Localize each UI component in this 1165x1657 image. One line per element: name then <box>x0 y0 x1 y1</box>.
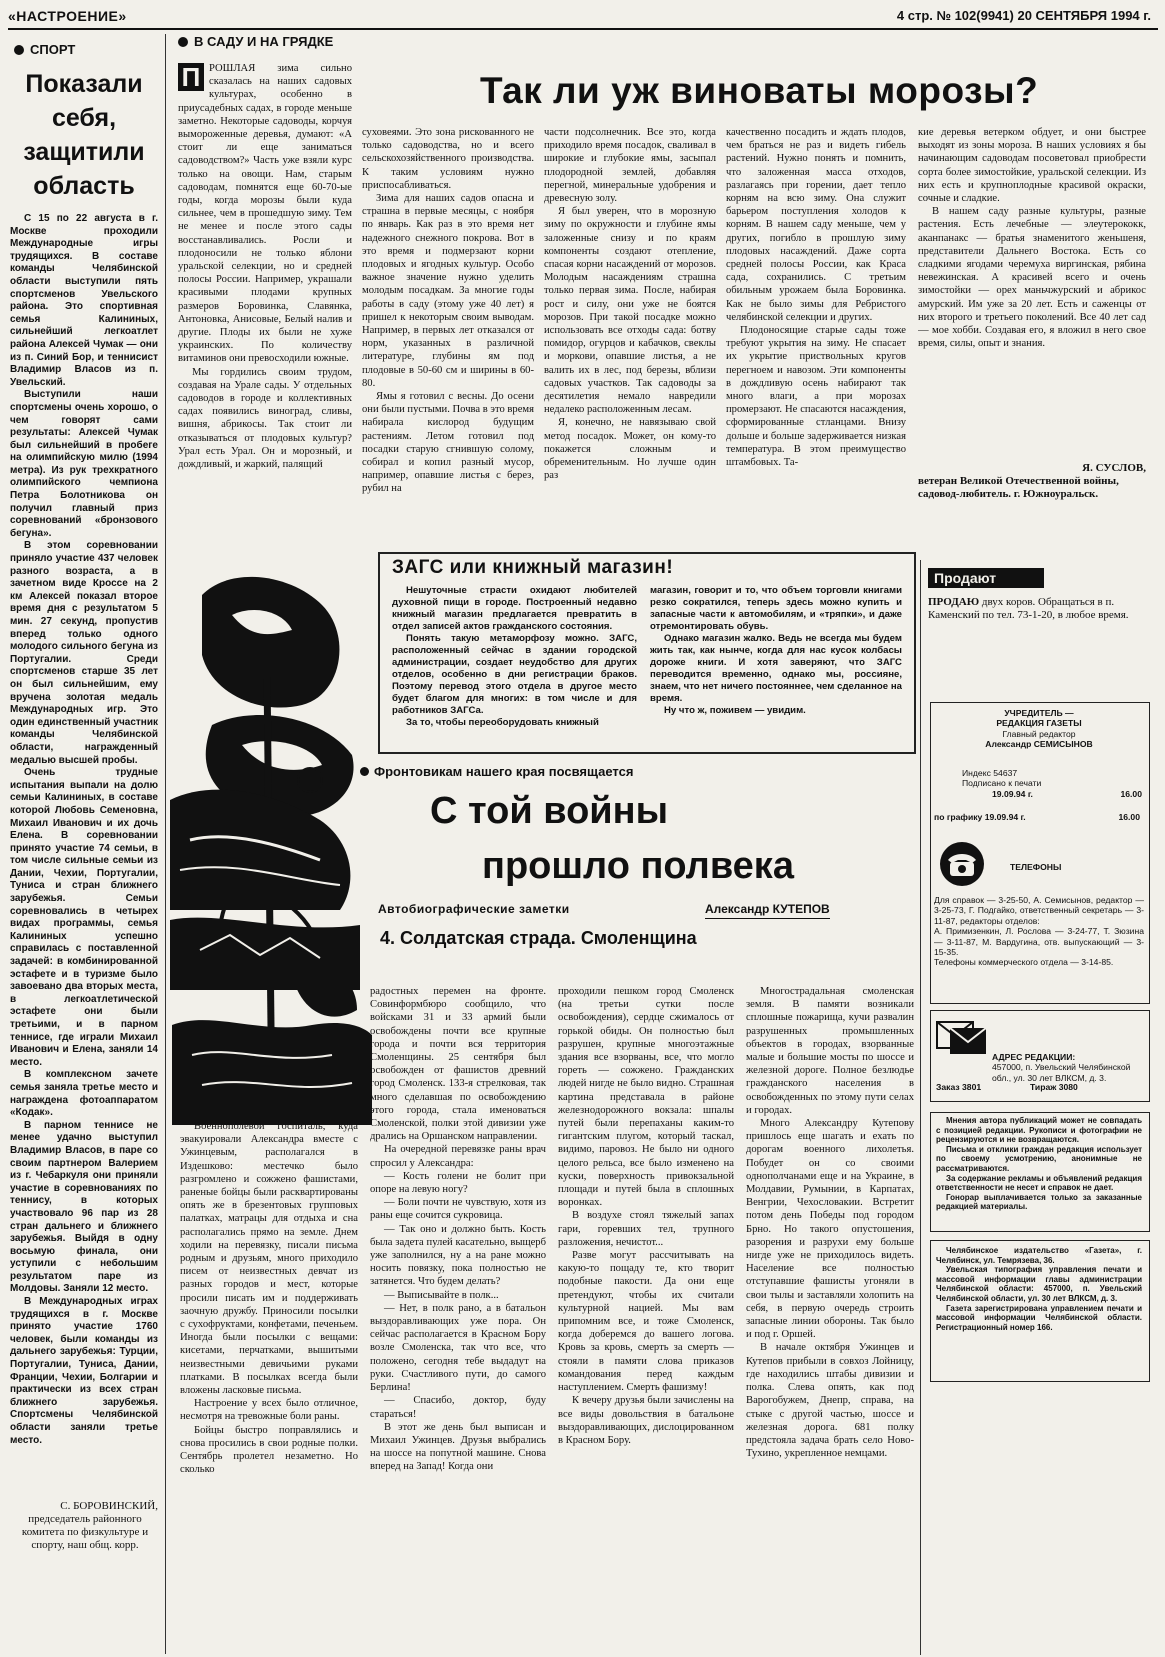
envelope-icon <box>936 1016 988 1056</box>
garden-title: Так ли уж виноваты морозы? <box>480 70 1039 111</box>
garden-col-1: П РОШЛАЯ зима сильно сказалась на наших садовых культурах, особенно в приусадебных садах, в городе меньше заметно. Некоторые садоводы, корчуя вымороженные деревья, думают: «А стоит ли еще заниматься садоводством?» Часть уже взяли курс только на овощи. Нам, старым садоводам, помнятся еще 60-70-ые годы, когда морозы были куда сильнее, чем в прошедшую зиму. Тем не менее и после этого сады восстанавливались. Росли и плодоносили не только яблони уральской селекции, но и средней полосы России. Например, украшали красивыми плодами крупных размеров Боровинка, Славянка, Антоновка, Анисовые, Белый налив и другие. Плоды их были не хуже украинских. По количеству витаминов они превосходили южные. Мы гордились своим трудом, создавая на Урале сады. У отдельных садоводов в городе и коллективных садах появились виноград, сливы, вишня, абрикосы. Так стоит ли отказываться от плодовых культур? Урал есть Урал. Он и морозный, и дождливый, и жаркий, палящий <box>178 62 352 471</box>
sale-text: ПРОДАЮ двух коров. Обращаться в п. Каменский по тел. 73-1-20, в любое время. <box>928 596 1129 621</box>
garden-col-3: части подсолнечник. Все это, когда приходило время посадок, сваливал в широкие и глубокие ямы, засыпал плодородной землей, добавляя перегной, минеральные удобрения и древесную золу. Я был уверен, что в морозную зиму по окружности и глубине ямы заложенные снизу и по краям компоненты создают отепление, спасая корни насаждений от морозов. Молодым насаждениям страшна только первая зима. После, набирая рост и силу, они уже не боятся морозов. При такой посадке можно использовать все отходы сада: ботву помидор, огурцов и кабачков, свеклы и моркови, опавшие листья, а не валить их в лес, под березы, вблизи садовых участков. Так садоводы за десятилетия немало навредили недалеко расположенным лесам. Я, конечно, не навязываю свой метод посадок. Может, он кому-то покажется сложным и обременительным. Но лучше один раз <box>544 127 716 482</box>
garden-dropcap: П <box>178 63 204 91</box>
address: АДРЕС РЕДАКЦИИ: 457000, п. Увельский Челябинской обл., ул. 30 лет ВЛКСМ, д. 3. <box>992 1052 1131 1083</box>
print-run: Тираж 3080 <box>1030 1082 1078 1092</box>
war-col-1: Военнополевой госпиталь, куда эвакуировали Александра вместе с Ужинцевым, располагался в Издешково: местечко было разгромлено и сожжено фашистами, раненые бойцы были расквартированы опять же в брезентовых групповых палатках, матрацы для отдыха и сна располагались прямо на земле. Днем ходили на перевязку, писали письма родным и друзьям, много приходило писем от неизвестных девчат из разных городов и мест, которые просили писать им и поддерживать заочную дружбу. Приносили посылки с сухофруктами, конфетами, печеньем. Иногда были посылки с вещами: кисетами, перчатками, вышитыми неизвестными девичьими руками платками. В посылках всегда были вложены ласковые письма. Настроение у всех было отличное, несмотря на тревожные боли раны. Бойцы быстро поправлялись и снова просились в свои родные полки. Сентябрь пролетел незаметно. Но сколько <box>180 1121 358 1476</box>
war-author: Александр КУТЕПОВ <box>705 902 830 919</box>
phones-title: ТЕЛЕФОНЫ <box>1010 862 1062 872</box>
issue-line: 4 стр. № 102(9941) 20 СЕНТЯБРЯ 1994 г. <box>896 8 1151 23</box>
zags-title: ЗАГС или книжный магазин! <box>392 557 674 578</box>
order-number: Заказ 3801 <box>936 1082 982 1092</box>
column-divider <box>165 34 166 1654</box>
war-title-2: прошло полвека <box>482 845 794 887</box>
zags-right: магазин, говорит и то, что объем торговли книгами резко сократился, теперь здесь можно купить и запасные части к автомобилям, и «тряпки», и даже отремонтировать обувь. Однако магазин жалко. Ведь не всегда мы будем жить так, как нынче, когда для нас кусок колбасы дороже книги. И хотя заверяют, что ЗАГС переводится временно, однако мы, россияне, знаем, что нет ничего постояннее, чем сделанное на время. Ну что ж, поживем — увидим. <box>650 585 902 716</box>
garden-signature: Я. СУСЛОВ, ветеран Великой Отечественной войны, садовод-любитель. г. Южноуральск. <box>918 462 1146 500</box>
paper-name: «НАСТРОЕНИЕ» <box>8 8 127 24</box>
sport-body: С 15 по 22 августа в г. Москве проходили Международные игры трудящихся. В составе команды Челябинской области выступили пять спортсменов Увельского района. Это спортивная семья Калининых, сильнейший легкоатлет района Алексей Чумак — они из п. Синий Бор, и теннисист Владимир Власов из п. Увельский. Выступили наши спортсмены очень хорошо, о чем говорят сами результаты: Алексей Чумак был сильнейший в пробеге на олимпийскую милю (1994 метра). Из рук трехкратного олимпийского чемпиона Петра Болотникова он получил главный приз соревнований «бронзового бегуна». В этом соревновании приняло участие 437 человек разного возраста, а в зачетном виде Кроссе на 2 км Алексей показал второе время дня с результатом 5 мин. 27 секунд, пропустив вперед только одного молодого сильного бегуна из Португалии. Среди спортсменов старше 35 лет он был сильнейшим, ему вручена золотая медаль Международных игр. Это один единственный участник команды Челябинской области, награжденный медалью высшей пробы. Очень трудные испытания выпали на долю семьи Калининых, в составе которой Любовь Семеновна, Михаил Иванович и их дочь Елена. В соревновании принято участие 74 семьи, в том числе сильные семьи из Дании, Чехии, Португалии, Туниса и стран ближнего зарубежья. Семьи соревновались в четырех видах программы, семья Калининых успешно справилась с поставленной задачей: в комбинированной эстафете и в туризме было завоевано два вторых места, в легкоатлетической эстафете они были третьими, и в парном теннисе, где играли Михаил Иванович и Елена, заняли 14 место. В комплексном зачете семья заняла третье место и награждена фотоаппаратом «Кодак». В парном теннисе не менее удачно выступил Владимир Власов, в паре со своим партнером Валерием из г. Чебаркуля они приняли участие в соревнованиях по теннису, в которых участвовало 96 пар из 28 стран дальнего и ближнего зарубежья. Выйдя в одну восьмую финала, они уступили с небольшим результатом паре из Молдовы. Заняли 12 место. В Международных играх трудящихся в г. Москве принято участие 1760 человек, были команды из дальнего зарубежья: Турции, Португалии, Туниса, Дании, Франции, Чехии, Болгарии и практически из всех стран ближнего зарубежья. Спортсмены Челябинской области заняли третье место. <box>10 213 158 1446</box>
printer-info: Челябинское издательство «Газета», г. Челябинск, ул. Темрязева, 36. Увельская типография управления печати и массовой информации главы администрации Челябинской области: 457000, п. Увельский Челябинской области, ул. 30 лет ВЛКСМ, д. 3. Газета зарегистрирована управлением печати и массовой информации Челябинской области. Регистрационный номер 166. <box>936 1246 1142 1332</box>
war-col-4: Многострадальная смоленская земля. В памяти возникали сплошные пожарища, кучи развалин разрушенных промышленных объектов в городах, взорванные малые и большие мосты по шоссе и железной дороге. Полное безлюдье гражданского населения в освобожденных по этому пути селах и городах. Много Александру Кутепову пришлось еще шагать и ехать по дорогам военного лихолетья. Побудет он со своими однополчанами еще и на Украине, в Молдавии, Румынии, в Карпатах, Венгрии, Чехословакии. Встретит потом день Победы под городом Брно. Но такого опустошения, разорения и разрухи ему больше нигде уже не приходилось видеть. Население все полностью отступавшие фашисты угоняли в свои тылы и заставляли холопить на себя, в первую очередь строить запасные линии обороны. Так было и под г. Оршей. В начале октября Ужинцев и Кутепов прибыли в совхоз Лойницу, где находились штабы дивизии и полка. Слева опять, как под Варогобужем, Днепр, справа, на стыке с другой частью, шоссе и железная дорога. 681 полку предстояла задача брать село Ново-Тухино, укрепленное немцами. <box>746 986 914 1460</box>
imprint-index: Индекс 54637 Подписано к печати 19.09.94 г. 16.00 <box>962 768 1142 799</box>
bullet-icon <box>178 37 188 47</box>
war-col-3: проходили пешком город Смоленск (на третьи сутки после освобождения), сердце сжималось от горькой обиды. Он полностью был разрушен, крупные многоэтажные здания все взорваны, все, что могло гореть — сожжено. Гражданских людей нигде не было видно. Страшная картина представала в районе железнодорожного вокзала: шпалы путей были перепаханы каким-то гигантским плугом, который таскал, видимо, паровоз. Не было ни одного целого рельса, все было изменено на куски, поверхность привокзальной площади и путей была в сплошных воронках. В воздухе стоял тяжелый запах гари, горевших тел, трупного разложения, нечистот... Разве могут рассчитывать на какую-то пощаду те, кто творит подобные пакости. Да они еще претендуют, чтобы их считали культурной нацией. Мы вам припомним все, и тоже Смоленск, когда доберемся до вашего логова. Кровь за кровь, смерть за смерть — стояли в памяти слова приказов командования перед каждым наступлением. Смерть фашизму! К вечеру друзья были зачислены на все виды довольствия в батальоне выздоравливающих, дислоцированном в Красном Бору. <box>558 986 734 1446</box>
bullet-icon <box>360 767 369 776</box>
imprint-schedule: по графику 19.09.94 г. 16.00 <box>934 812 1140 822</box>
bullet-icon <box>14 45 24 55</box>
garden-col-2: суховеями. Это зона рискованного не только садоводства, но и всего сельскохозяйственного производства. К таким условиям нужно приспосабливаться. Зима для наших садов опасна и страшна в первые месяцы, с ноября по январь. Как раз в это время нет надежного снежного покрова. Вот в это время и подмерзают корни плодовых и ягодных культур. Особо важное значение нужно уделить молодым посадкам. За многие годы работы в саду (этому уже 40 лет) я пришел к некоторым своим выводам. Например, в первых лет отказался от норм, указанных в различной литературе, глубины ям под плодовые в 50-60 см и ширины в 60-80. Ямы я готовил с весны. До осени они были пустыми. Почва в это время набирала кислород будущим растениям. Летом готовил под посадки старую сгнившую солому, собирал и копил разный мусор, например, опавшие листья с берез, рубил на <box>362 127 534 495</box>
war-chapter: 4. Солдатская страда. Смоленщина <box>380 928 697 948</box>
telephone-icon <box>938 840 986 888</box>
notices: Мнения автора публикаций может не совпадать с позицией редакции. Рукописи и фотографии не рецензируются и не возвращаются. Письма и отклики граждан редакция использует по своему усмотрению, анонимные не рассматриваются. За содержание рекламы и объявлений редакция ответственности не несет и справок не дает. Гонорар выплачивается только за заказанные редакцией материалы. <box>936 1116 1142 1212</box>
column-divider <box>920 560 921 1655</box>
imprint-founder: УЧРЕДИТЕЛЬ — РЕДАКЦИЯ ГАЗЕТЫ Главный редактор Александр СЕМИСЫНОВ <box>985 708 1093 750</box>
war-title-1: С той войны <box>430 790 669 832</box>
sale-header: Продают <box>928 568 1044 588</box>
war-col-2: радостных перемен на фронте. Совинформбюро сообщило, что войсками 31 и 33 армий были освобождены почти все крупные города и почти вся территория Смоленщины. 25 сентября был освобожден от фашистов древний город Смоленск. 133-я стрелковая, так много сделавшая по освобождению этого города, стала именоваться Смоленской, полки этой дивизии уже дрались на Оршанском направлении. На очередной перевязке раны врач спросил у Александра: — Кость голени не болит при опоре на левую ногу? — Боли почти не чувствую, хотя из раны еще сочится сукровица. — Так оно и должно быть. Кость была задета пулей касательно, выщерб уже заполнился, ну а на ране можно носить повязку, пока полностью не затянется. Что будем делать? — Выписывайте в полк... — Нет, в полк рано, а в батальон выздоравливающих уже пора. Он сейчас располагается в Красном Бору возле Смоленска, так что все, что положено, сегодня тебе выдадут на руки. Счастливого пути, до самого Берлина! — Спасибо, доктор, буду стараться! В этот же день был выписан и Михаил Ужинцев. Друзья выбрались на шоссе на попутной машине. Снова вперед на Запад! Когда они <box>370 986 546 1473</box>
sport-column <box>10 38 158 1513</box>
phones-list: Для справок — 3-25-50, А. Семисынов, редактор — 3-25-73, Г. Подгайко, ответственный секретарь — 3-11-87, редакторы отделов: А. Примизенкин, Л. Рослова — 3-24-77, Т. Зюзина — 3-11-87, М. Вардугина, отв. выпускающий — 3-15-35. Телефоны коммерческого отдела — 3-14-85. <box>934 895 1144 968</box>
zags-left: Нешуточные страсти охидают любителей духовной пищи в городе. Построенный недавно книжный магазин предлагается превратить в отдел записей актов гражданского состояния. Понять такую метаморфозу можно. ЗАГС, расположенный сейчас в здании городской администрации, создает неудобство для других отделов, особенно в дни регистрации браков. Поэтому перевод этого отдела в другое место будет благом для многих: в том числе и для работников ЗАГСа. За то, чтобы переоборудовать книжный <box>392 585 637 728</box>
sport-title: Показали себя, защитили область <box>23 70 145 200</box>
garden-col-4: качественно посадить и ждать плодов, чем браться не раз и видеть гибель растений. Нужно понять и помнить, что заложенная масса отходов, разлагаясь при горении, дает тепло корням на всю зиму. Она служит барьером поступления холодов к корням. В нашем саду меньше, чем у других, погибло в прошлую зиму плодовых насаждений. Даже сорта средней полосы России, как Краса сада, сохранились. С третьим обильным урожаем была Боровинка. Как не было зимы для Ребристого челябинской селекции и других. Плодоносящие старые сады тоже требуют укрытия на зиму. Не спасает их укрытие приствольных кругов перегноем и навозом. Эти компоненты в дождливую осень набирают так много влаги, а при морозах промерзают. Не спасаются насаждения, сформированные стланцами. Внизу дольше и больше задерживается низкая температура. В этом преимущество штамбовых. Та- <box>726 127 906 469</box>
war-subtitle: Автобиографические заметки <box>378 902 570 916</box>
masthead-rule <box>8 28 1158 30</box>
garden-rubric: В САДУ И НА ГРЯДКЕ <box>178 34 333 49</box>
sport-signature: С. БОРОВИНСКИЙ, председатель районного комитета по физкультуре и спорту, наш общ. корр. <box>21 1500 158 1551</box>
battlefield-illustration <box>170 760 360 990</box>
sport-rubric: СПОРТ <box>14 42 158 57</box>
garden-col-5: кие деревья ветерком обдует, и они быстрее выходят из зоны мороза. В наших условиях я бы начинающим садоводам посоветовал приобрести сорта более зимостойкие, уральской селекции. Из них есть и крупноплодные красивой окраски, сочные и сладкие. В нашем саду разные культуры, разные растения. Есть лечебные — элеутерококк, аканпанакс — братья знаменитого женьшеня, представители Дальнего Востока. Есть со сладкими ягодами черемуха виргинская, рябина невежинская. А красивей всего и очень зимостойки — орех маньчжурский и абрикос амурский. Им уже за 20 лет. Есть и саженцы от них второго и третьего поколений. Все 40 лет сад — мое хобби. Создавая его, я вложил в него свое время, силы, опыт и знания. <box>918 127 1146 350</box>
war-rubric: Фронтовикам нашего края посвящается <box>360 764 633 779</box>
